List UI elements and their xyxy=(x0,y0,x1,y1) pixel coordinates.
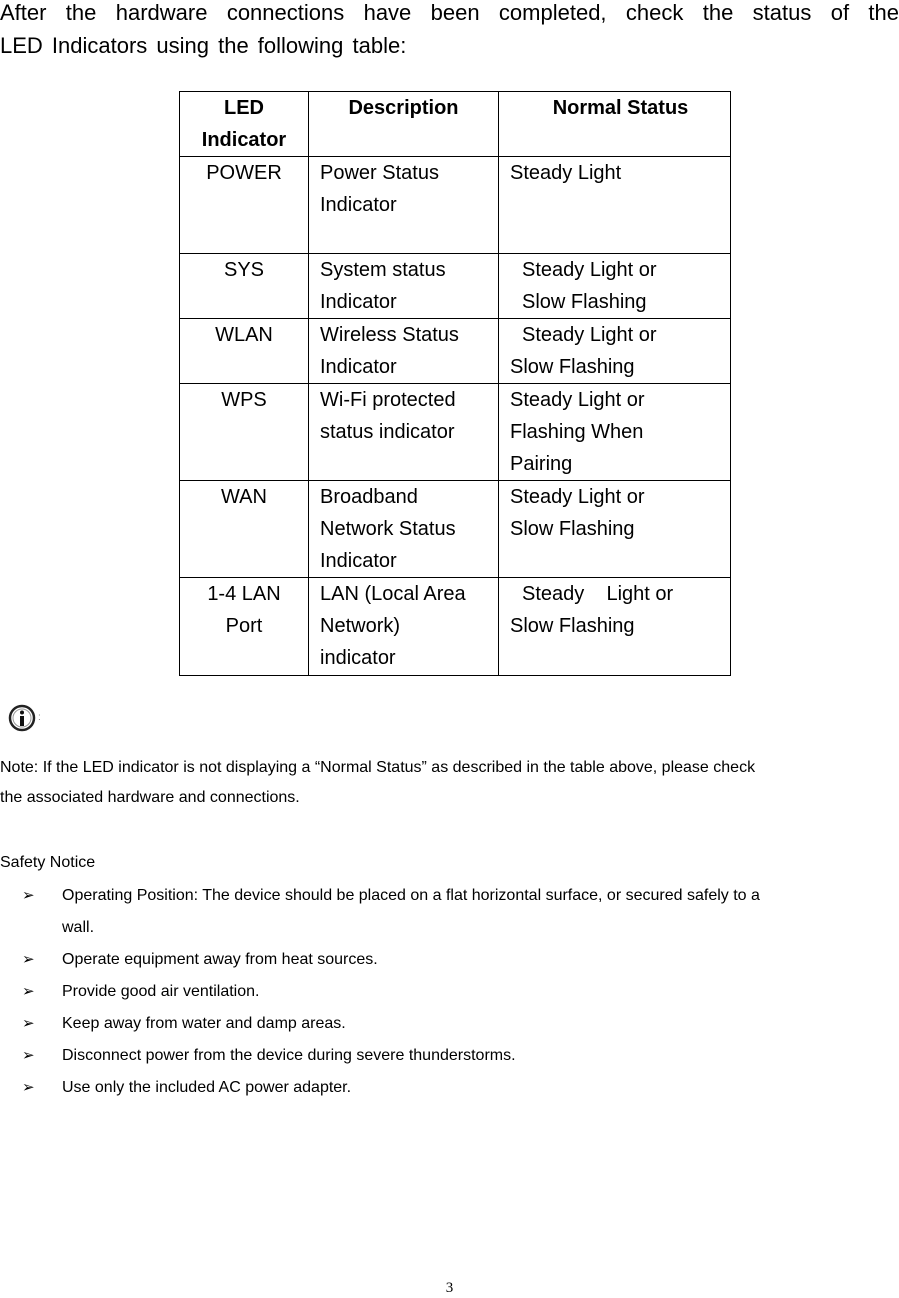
cell-line: Wi-Fi protected xyxy=(320,389,456,411)
table-row xyxy=(180,578,731,676)
cell-line: Broadband xyxy=(320,486,418,508)
led-cell xyxy=(180,254,309,319)
description-cell xyxy=(309,481,499,578)
led-indicator-table xyxy=(179,91,731,676)
list-item-line: Provide good air ventilation. xyxy=(62,983,260,1000)
arrow-bullet-icon: ➢ xyxy=(22,1047,35,1064)
description-cell xyxy=(309,319,499,384)
status-cell xyxy=(499,384,731,481)
status-cell xyxy=(499,157,731,254)
cell-line: WAN xyxy=(221,486,267,508)
description-cell xyxy=(309,578,499,676)
intro-paragraph xyxy=(0,0,899,62)
safety-list xyxy=(0,880,899,1104)
list-item-line: Use only the included AC power adapter. xyxy=(62,1079,352,1096)
cell-line: POWER xyxy=(206,162,282,184)
cell-line: status indicator xyxy=(320,421,455,443)
header-led-line-2: Indicator xyxy=(201,129,287,151)
cell-line: Indicator xyxy=(320,291,397,313)
description-cell xyxy=(309,254,499,319)
cell-line: Flashing When xyxy=(510,421,644,443)
arrow-bullet-icon: ➢ xyxy=(22,1079,35,1096)
info-separator: : xyxy=(38,712,41,723)
arrow-bullet-icon: ➢ xyxy=(22,887,35,904)
note-line-2: the associated hardware and connections. xyxy=(0,789,300,806)
led-cell xyxy=(180,319,309,384)
safety-notice-title: Safety Notice xyxy=(0,854,96,871)
cell-line: WLAN xyxy=(215,324,273,346)
cell-line: Wireless Status xyxy=(320,324,459,346)
note-paragraph xyxy=(0,753,899,813)
cell-line: Indicator xyxy=(320,550,397,572)
cell-line: Slow Flashing xyxy=(510,615,635,637)
description-cell xyxy=(309,384,499,481)
cell-line: Network Status xyxy=(320,518,456,540)
cell-line: Slow Flashing xyxy=(510,518,635,540)
cell-line: Network) xyxy=(320,615,401,637)
cell-line: Pairing xyxy=(510,453,573,475)
cell-line: Steady Light or xyxy=(510,389,645,411)
cell-line: WPS xyxy=(221,389,267,411)
table-row xyxy=(180,384,731,481)
list-item-line: Keep away from water and damp areas. xyxy=(62,1015,346,1032)
status-cell xyxy=(499,254,731,319)
arrow-bullet-icon: ➢ xyxy=(22,1015,35,1032)
info-icon xyxy=(8,704,36,732)
intro-line-1: After the hardware connections have been completed, check the status of the xyxy=(0,0,899,25)
status-cell xyxy=(499,319,731,384)
header-led-indicator xyxy=(180,92,309,157)
cell-line: System status xyxy=(320,259,446,281)
cell-line: 1-4 LAN xyxy=(207,583,281,605)
note-line-1: Note: If the LED indicator is not displaying a “Normal Status” as described in the table above, please check xyxy=(0,759,756,776)
cell-line: Steady Light or xyxy=(522,259,657,281)
page-number: 3 xyxy=(445,1280,454,1296)
list-item-line: wall. xyxy=(62,919,95,936)
list-item xyxy=(0,1072,899,1104)
cell-line: Steady Light or xyxy=(522,583,674,605)
table-header-row xyxy=(180,92,731,157)
cell-line: Slow Flashing xyxy=(510,356,635,378)
led-cell xyxy=(180,157,309,254)
table-row xyxy=(180,481,731,578)
list-item xyxy=(0,1040,899,1072)
arrow-bullet-icon: ➢ xyxy=(22,983,35,1000)
header-led-line-1: LED xyxy=(224,97,264,119)
status-cell xyxy=(499,481,731,578)
header-normal-status: Normal Status xyxy=(499,92,731,157)
cell-line: Indicator xyxy=(320,356,397,378)
list-item xyxy=(0,1008,899,1040)
table-row xyxy=(180,319,731,384)
cell-line: Port xyxy=(225,615,263,637)
list-item-line: Disconnect power from the device during severe thunderstorms. xyxy=(62,1047,516,1064)
status-cell xyxy=(499,578,731,676)
description-cell xyxy=(309,157,499,254)
table-row xyxy=(180,157,731,254)
cell-line: Indicator xyxy=(320,194,397,216)
list-item xyxy=(0,944,899,976)
list-item xyxy=(0,976,899,1008)
cell-line: LAN (Local Area xyxy=(320,583,466,605)
cell-line: Steady Light xyxy=(510,162,622,184)
led-cell xyxy=(180,481,309,578)
table-row xyxy=(180,254,731,319)
cell-line: Steady Light or xyxy=(522,324,657,346)
led-cell xyxy=(180,578,309,676)
cell-line: SYS xyxy=(223,259,265,281)
list-item-line: Operating Position: The device should be placed on a flat horizontal surface, or secured safely to a xyxy=(62,887,760,904)
arrow-bullet-icon: ➢ xyxy=(22,951,35,968)
intro-line-2: LED Indicators using the following table: xyxy=(0,33,407,58)
led-cell xyxy=(180,384,309,481)
list-item-line: Operate equipment away from heat sources. xyxy=(62,951,378,968)
list-item xyxy=(0,880,899,944)
cell-line: indicator xyxy=(320,647,396,669)
cell-line: Power Status xyxy=(320,162,439,184)
header-description: Description xyxy=(309,92,499,157)
cell-line: Steady Light or xyxy=(510,486,645,508)
cell-line: Slow Flashing xyxy=(522,291,647,313)
